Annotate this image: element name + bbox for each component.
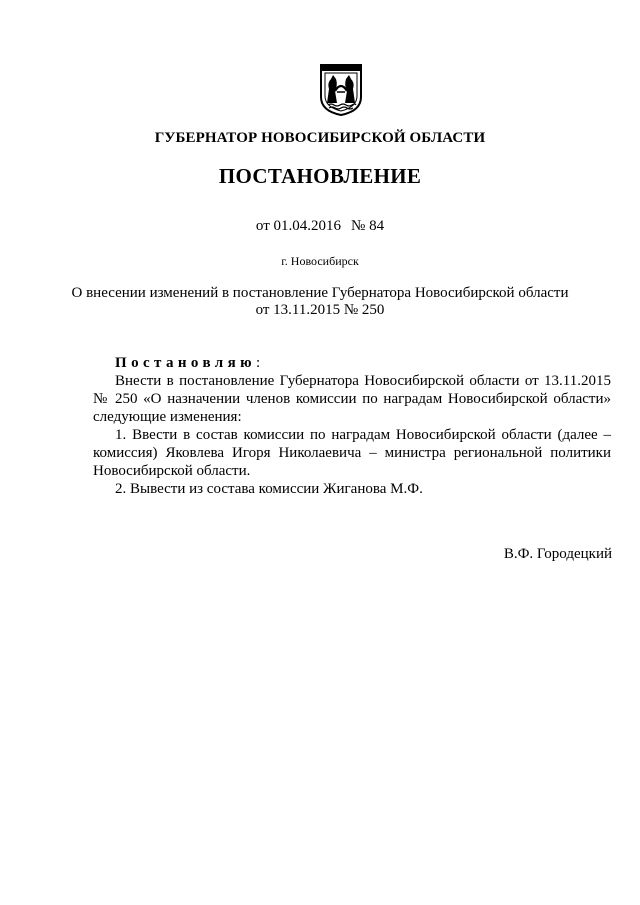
coat-of-arms-icon	[313, 59, 369, 117]
document-subject	[0, 285, 640, 319]
document-number: № 84	[351, 218, 385, 234]
body-item-1: 1. Ввести в состав комиссии по наградам Новосибирской области (далее – комиссия) Яковлева Игоря Николаевича – министра региональной политики Новосибирской области.	[93, 427, 611, 479]
subject-line-2: от 13.11.2015 № 250	[255, 302, 385, 318]
subject-line-1: О внесении изменений в постановление Губернатора Новосибирской области	[71, 285, 569, 301]
document-body	[93, 354, 611, 498]
body-item-2: 2. Вывести из состава комиссии Жиганова М.Ф.	[115, 481, 423, 497]
city: г. Новосибирск	[281, 254, 359, 268]
document-date: от 01.04.2016	[255, 218, 342, 234]
issuing-authority: ГУБЕРНАТОР НОВОСИБИРСКОЙ ОБЛАСТИ	[154, 130, 486, 146]
date-number-line	[0, 218, 640, 235]
document-type: ПОСТАНОВЛЕНИЕ	[218, 164, 422, 188]
resolves-colon: :	[255, 355, 261, 371]
resolves-heading	[93, 354, 611, 372]
body-intro: Внести в постановление Губернатора Новосибирской области от 13.11.2015 № 250 «О назначении членов комиссии по наградам Новосибирской области» следующие изменения:	[93, 373, 611, 425]
resolves-word: Постановляю	[115, 355, 256, 371]
signature-name: В.Ф. Городецкий	[503, 546, 612, 562]
